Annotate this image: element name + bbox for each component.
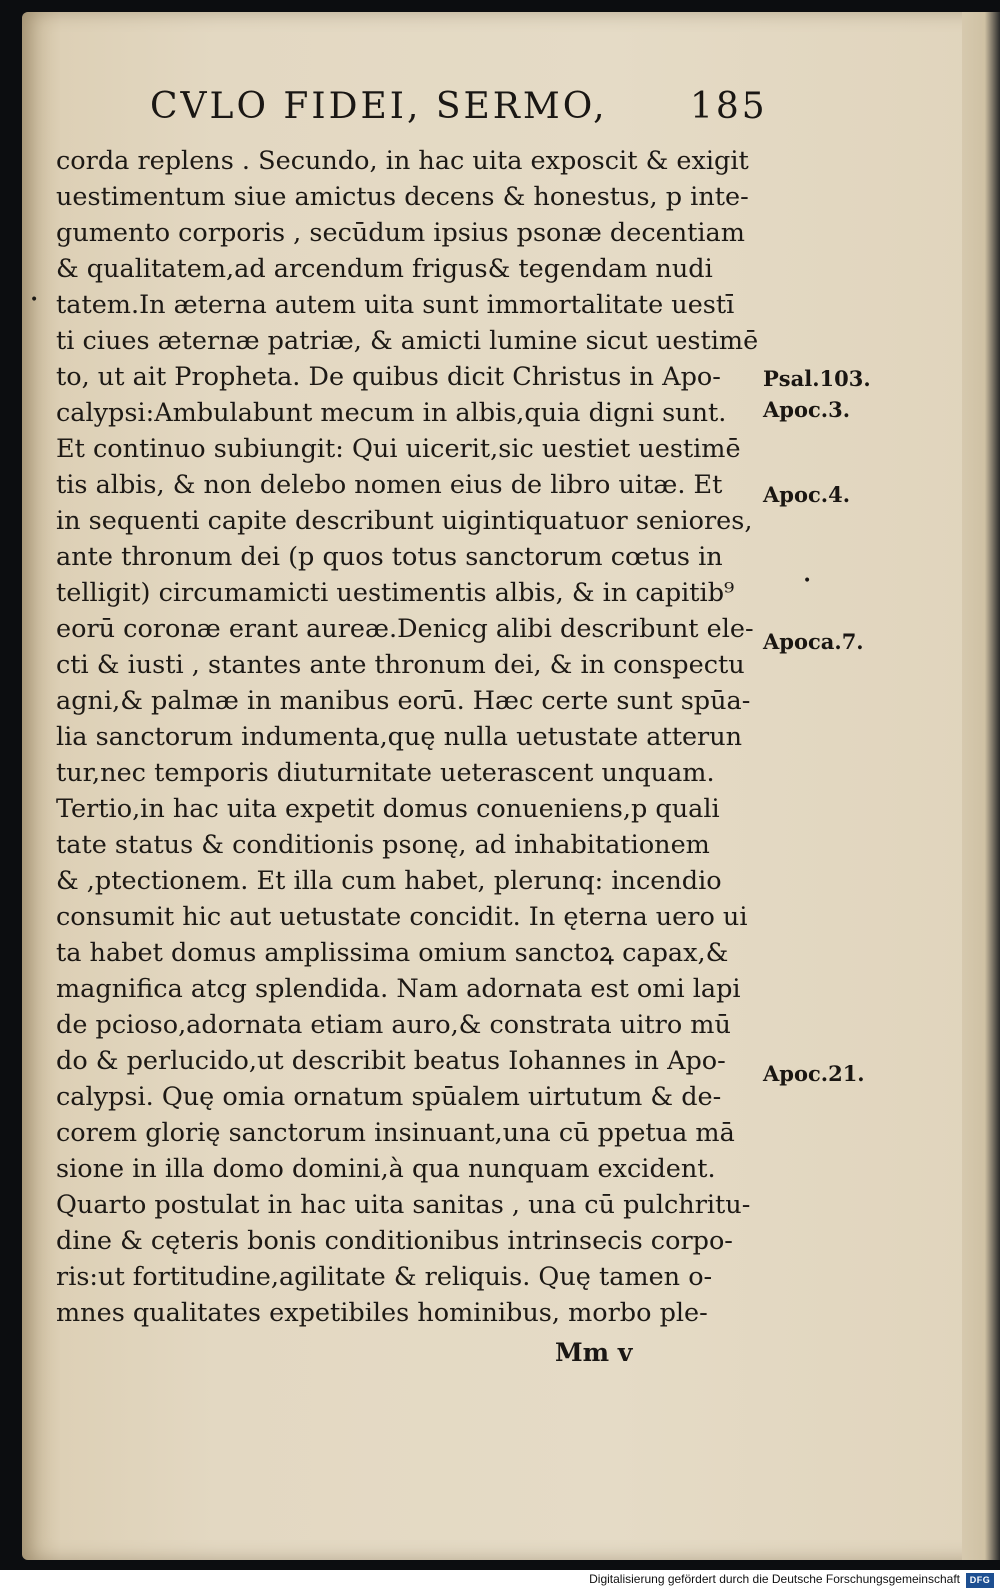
- text-line: telligit) circumamicti uestimentis albis, & in capitib⁹: [56, 578, 735, 608]
- signature-mark: Mm v: [555, 1338, 633, 1367]
- dfg-logo-icon: DFG: [966, 1573, 994, 1588]
- text-line: cti & iusti , stantes ante thronum dei, & in conspectu: [56, 650, 745, 680]
- text-line: in sequenti capite describunt uigintiquatuor seniores,: [56, 506, 753, 536]
- footer-credit: Digitalisierung gefördert durch die Deutsche Forschungsgemeinschaft: [589, 1572, 960, 1586]
- text-line: Et continuo subiungit: Qui uicerit,sic uestiet uestimē: [56, 434, 741, 464]
- text-line: tis albis, & non delebo nomen eius de libro uitæ. Et: [56, 470, 723, 500]
- text-line: & ,ptectionem. Et illa cum habet, plerunq: incendio: [56, 866, 722, 896]
- text-line: corem glorię sanctorum insinuant,una cū ppetua mā: [56, 1118, 735, 1148]
- margin-note-apoca-7: Apoca.7.: [763, 629, 864, 654]
- text-line: tate status & conditionis psonę, ad inhabitationem: [56, 830, 710, 860]
- margin-note-apoc-4: Apoc.4.: [763, 482, 851, 507]
- text-line: ris:ut fortitudine,agilitate & reliquis. Quę tamen o-: [56, 1262, 713, 1292]
- text-line: calypsi:Ambulabunt mecum in albis,quia digni sunt.: [56, 398, 727, 428]
- text-line: sione in illa domo domini,à qua nunquam excident.: [56, 1154, 716, 1184]
- text-line: do & perlucido,ut describit beatus Iohannes in Apo-: [56, 1046, 726, 1076]
- footer-bar: [0, 1570, 1000, 1593]
- margin-note-apoc-21: Apoc.21.: [763, 1061, 865, 1086]
- text-line: consumit hic aut uetustate concidit. In ęterna uero ui: [56, 902, 748, 932]
- page-edge: [962, 12, 1000, 1560]
- text-line: lia sanctorum indumenta,quę nulla uetustate atterun: [56, 722, 743, 752]
- text-line: mnes qualitates expetibiles hominibus, morbo ple-: [56, 1298, 708, 1328]
- text-line: & qualitatem,ad arcendum frigus& tegendam nudi: [56, 254, 713, 284]
- text-line: calypsi. Quę omia ornatum spūalem uirtutum & de-: [56, 1082, 722, 1112]
- text-line: tur,nec temporis diuturnitate ueterascent unquam.: [56, 758, 715, 788]
- text-line: Quarto postulat in hac uita sanitas , una cū pulchritu-: [56, 1190, 751, 1220]
- text-line: ti ciues æternæ patriæ, & amicti lumine sicut uestimē: [56, 326, 759, 356]
- folio-number: 185: [690, 86, 768, 127]
- text-line: eorū coronæ erant aureæ.Denicg alibi describunt ele-: [56, 614, 754, 644]
- ink-mark: •: [30, 292, 39, 308]
- margin-note-psal: Psal.103.: [763, 366, 871, 391]
- text-line: gumento corporis , secūdum ipsius psonæ decentiam: [56, 218, 745, 248]
- text-line: to, ut ait Propheta. De quibus dicit Christus in Apo-: [56, 362, 721, 392]
- page-header: [150, 86, 790, 138]
- margin-note-apoc-3: Apoc.3.: [763, 397, 851, 422]
- text-line: agni,& palmæ in manibus eorū. Hæc certe sunt spūa-: [56, 686, 751, 716]
- text-line: de pcioso,adornata etiam auro,& constrata uitro mū: [56, 1010, 731, 1040]
- text-line: corda replens . Secundo, in hac uita exposcit & exigit: [56, 146, 749, 176]
- text-line: ante thronum dei (p quos totus sanctorum cœtus in: [56, 542, 723, 572]
- text-line: dine & cęteris bonis conditionibus intrinsecis corpo-: [56, 1226, 733, 1256]
- text-line: Tertio,in hac uita expetit domus conueniens,p quali: [56, 794, 720, 824]
- text-line: ta habet domus amplissima omium sanctoꝝ capax,&: [56, 938, 729, 968]
- ink-mark: •: [803, 573, 812, 589]
- text-line: tatem.In æterna autem uita sunt immortalitate uestī: [56, 290, 735, 320]
- text-line: magnifica atcg splendida. Nam adornata est omi lapi: [56, 974, 741, 1004]
- text-line: uestimentum siue amictus decens & honestus, p inte-: [56, 182, 749, 212]
- main-text-block: [56, 143, 759, 1331]
- running-title: CVLO FIDEI, SERMO,: [150, 86, 608, 127]
